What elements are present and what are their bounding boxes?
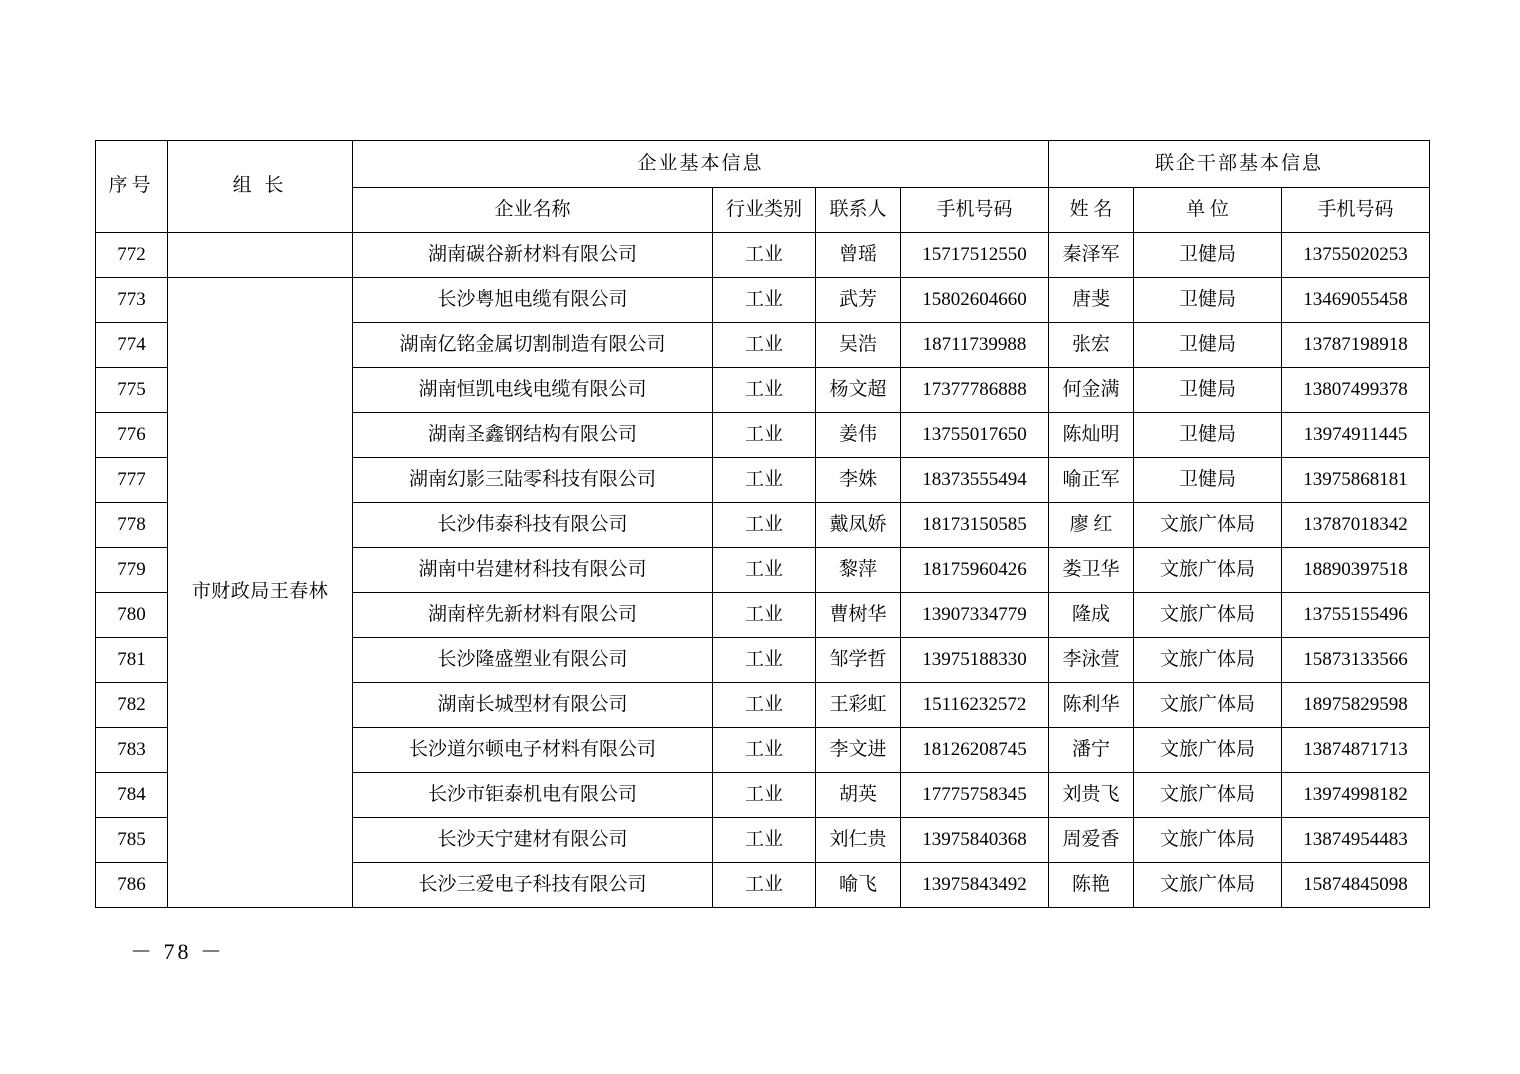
row-cadre-phone: 13469055458 <box>1282 278 1430 323</box>
row-cadre-unit: 文旅广体局 <box>1134 773 1282 818</box>
row-index: 785 <box>96 818 168 863</box>
row-contact: 杨文超 <box>816 368 901 413</box>
row-index: 779 <box>96 548 168 593</box>
row-phone: 13975188330 <box>901 638 1049 683</box>
header-cadre-name: 姓 名 <box>1049 188 1134 233</box>
row-cadre-phone: 18975829598 <box>1282 683 1430 728</box>
row-cadre-unit: 卫健局 <box>1134 413 1282 458</box>
row-enterprise-name: 长沙市钜泰机电有限公司 <box>353 773 713 818</box>
row-index: 772 <box>96 233 168 278</box>
row-enterprise-name: 湖南恒凯电线电缆有限公司 <box>353 368 713 413</box>
row-cadre-name: 娄卫华 <box>1049 548 1134 593</box>
row-enterprise-name: 湖南碳谷新材料有限公司 <box>353 233 713 278</box>
row-index: 778 <box>96 503 168 548</box>
row-phone: 13975843492 <box>901 863 1049 908</box>
header-contact: 联系人 <box>816 188 901 233</box>
row-index: 781 <box>96 638 168 683</box>
row-phone: 17377786888 <box>901 368 1049 413</box>
row-contact: 王彩虹 <box>816 683 901 728</box>
row-index: 775 <box>96 368 168 413</box>
row-contact: 曾瑶 <box>816 233 901 278</box>
row-contact: 李文进 <box>816 728 901 773</box>
row-cadre-phone: 13807499378 <box>1282 368 1430 413</box>
row-phone: 18711739988 <box>901 323 1049 368</box>
row-industry: 工业 <box>713 728 816 773</box>
row-cadre-unit: 文旅广体局 <box>1134 863 1282 908</box>
row-cadre-unit: 文旅广体局 <box>1134 818 1282 863</box>
row-cadre-name: 刘贵飞 <box>1049 773 1134 818</box>
row-contact: 黎萍 <box>816 548 901 593</box>
row-cadre-name: 隆成 <box>1049 593 1134 638</box>
row-industry: 工业 <box>713 323 816 368</box>
row-enterprise-name: 湖南梓先新材料有限公司 <box>353 593 713 638</box>
row-contact: 李姝 <box>816 458 901 503</box>
row-cadre-phone: 18890397518 <box>1282 548 1430 593</box>
row-phone: 13975840368 <box>901 818 1049 863</box>
header-enterprise-name: 企业名称 <box>353 188 713 233</box>
row-enterprise-name: 长沙三爱电子科技有限公司 <box>353 863 713 908</box>
row-phone: 18175960426 <box>901 548 1049 593</box>
row-industry: 工业 <box>713 548 816 593</box>
enterprise-table-container <box>95 140 1425 908</box>
header-cadre-phone: 手机号码 <box>1282 188 1430 233</box>
row-phone: 18373555494 <box>901 458 1049 503</box>
row-cadre-phone: 15874845098 <box>1282 863 1430 908</box>
row-phone: 18173150585 <box>901 503 1049 548</box>
header-industry: 行业类别 <box>713 188 816 233</box>
row-cadre-unit: 文旅广体局 <box>1134 548 1282 593</box>
row-cadre-name: 喻正军 <box>1049 458 1134 503</box>
row-cadre-unit: 文旅广体局 <box>1134 683 1282 728</box>
row-industry: 工业 <box>713 593 816 638</box>
row-cadre-name: 陈利华 <box>1049 683 1134 728</box>
row-enterprise-name: 湖南圣鑫钢结构有限公司 <box>353 413 713 458</box>
row-contact: 武芳 <box>816 278 901 323</box>
row-phone: 15717512550 <box>901 233 1049 278</box>
row-cadre-phone: 13755155496 <box>1282 593 1430 638</box>
row-cadre-name: 何金满 <box>1049 368 1134 413</box>
row-industry: 工业 <box>713 773 816 818</box>
header-index: 序号 <box>96 141 168 233</box>
row-contact: 曹树华 <box>816 593 901 638</box>
row-cadre-unit: 文旅广体局 <box>1134 638 1282 683</box>
row-contact: 胡英 <box>816 773 901 818</box>
row-index: 780 <box>96 593 168 638</box>
row-enterprise-name: 长沙天宁建材有限公司 <box>353 818 713 863</box>
row-cadre-name: 秦泽军 <box>1049 233 1134 278</box>
row-cadre-unit: 卫健局 <box>1134 278 1282 323</box>
row-cadre-phone: 13755020253 <box>1282 233 1430 278</box>
row-cadre-name: 张宏 <box>1049 323 1134 368</box>
row-cadre-unit: 卫健局 <box>1134 458 1282 503</box>
row-industry: 工业 <box>713 368 816 413</box>
header-phone: 手机号码 <box>901 188 1049 233</box>
row-industry: 工业 <box>713 863 816 908</box>
row-industry: 工业 <box>713 413 816 458</box>
row-phone: 15116232572 <box>901 683 1049 728</box>
table-row <box>96 278 1430 323</box>
row-phone: 15802604660 <box>901 278 1049 323</box>
row-cadre-name: 周爱香 <box>1049 818 1134 863</box>
row-cadre-phone: 13874954483 <box>1282 818 1430 863</box>
row-contact: 喻飞 <box>816 863 901 908</box>
table-row <box>96 233 1430 278</box>
row-index: 783 <box>96 728 168 773</box>
row-cadre-name: 潘宁 <box>1049 728 1134 773</box>
row-leader <box>168 233 353 278</box>
row-enterprise-name: 长沙伟泰科技有限公司 <box>353 503 713 548</box>
row-index: 777 <box>96 458 168 503</box>
row-cadre-unit: 卫健局 <box>1134 233 1282 278</box>
row-phone: 17775758345 <box>901 773 1049 818</box>
row-enterprise-name: 湖南中岩建材科技有限公司 <box>353 548 713 593</box>
row-enterprise-name: 长沙道尔顿电子材料有限公司 <box>353 728 713 773</box>
row-index: 776 <box>96 413 168 458</box>
row-phone: 13755017650 <box>901 413 1049 458</box>
table-header-top-row <box>96 141 1430 188</box>
header-group-enterprise: 企业基本信息 <box>353 141 1049 188</box>
row-leader: 市财政局王春林 <box>168 278 353 908</box>
row-phone: 18126208745 <box>901 728 1049 773</box>
row-enterprise-name: 长沙粤旭电缆有限公司 <box>353 278 713 323</box>
header-group-cadre: 联企干部基本信息 <box>1049 141 1430 188</box>
row-cadre-phone: 13974998182 <box>1282 773 1430 818</box>
row-enterprise-name: 湖南亿铭金属切割制造有限公司 <box>353 323 713 368</box>
row-cadre-unit: 卫健局 <box>1134 368 1282 413</box>
row-index: 774 <box>96 323 168 368</box>
enterprise-table <box>95 140 1430 908</box>
row-cadre-unit: 文旅广体局 <box>1134 593 1282 638</box>
row-cadre-phone: 13975868181 <box>1282 458 1430 503</box>
row-contact: 姜伟 <box>816 413 901 458</box>
row-industry: 工业 <box>713 458 816 503</box>
row-enterprise-name: 湖南幻影三陆零科技有限公司 <box>353 458 713 503</box>
row-enterprise-name: 长沙隆盛塑业有限公司 <box>353 638 713 683</box>
page-number: － 78 － <box>130 939 226 964</box>
row-cadre-name: 唐斐 <box>1049 278 1134 323</box>
row-enterprise-name: 湖南长城型材有限公司 <box>353 683 713 728</box>
row-industry: 工业 <box>713 638 816 683</box>
row-index: 786 <box>96 863 168 908</box>
row-cadre-phone: 13787018342 <box>1282 503 1430 548</box>
row-cadre-phone: 13787198918 <box>1282 323 1430 368</box>
row-index: 782 <box>96 683 168 728</box>
row-cadre-phone: 15873133566 <box>1282 638 1430 683</box>
row-index: 773 <box>96 278 168 323</box>
row-industry: 工业 <box>713 503 816 548</box>
row-cadre-name: 李泳萱 <box>1049 638 1134 683</box>
header-cadre-unit: 单 位 <box>1134 188 1282 233</box>
row-cadre-name: 陈灿明 <box>1049 413 1134 458</box>
row-industry: 工业 <box>713 818 816 863</box>
row-cadre-phone: 13874871713 <box>1282 728 1430 773</box>
row-index: 784 <box>96 773 168 818</box>
row-cadre-phone: 13974911445 <box>1282 413 1430 458</box>
row-contact: 吴浩 <box>816 323 901 368</box>
row-cadre-unit: 卫健局 <box>1134 323 1282 368</box>
row-cadre-unit: 文旅广体局 <box>1134 503 1282 548</box>
row-cadre-name: 廖 红 <box>1049 503 1134 548</box>
row-cadre-name: 陈艳 <box>1049 863 1134 908</box>
row-contact: 邹学哲 <box>816 638 901 683</box>
row-cadre-unit: 文旅广体局 <box>1134 728 1282 773</box>
row-phone: 13907334779 <box>901 593 1049 638</box>
row-industry: 工业 <box>713 233 816 278</box>
row-contact: 刘仁贵 <box>816 818 901 863</box>
header-leader: 组 长 <box>168 141 353 233</box>
row-industry: 工业 <box>713 683 816 728</box>
row-industry: 工业 <box>713 278 816 323</box>
row-contact: 戴凤娇 <box>816 503 901 548</box>
